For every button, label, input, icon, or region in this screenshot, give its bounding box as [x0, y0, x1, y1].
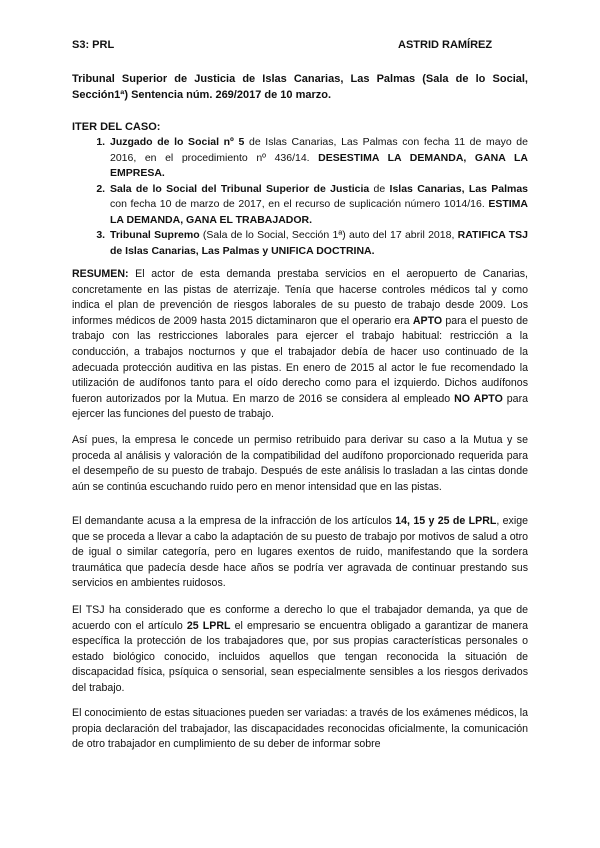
header-author: ASTRID RAMÍREZ [398, 39, 493, 51]
iter-item-2 [108, 182, 528, 229]
iter-item-2-ruling: ESTIMA LA DEMANDA, GANA EL TRABAJADOR. [110, 198, 528, 226]
iter-item-3-ruling: RATIFICA TSJ de Islas Canarias, Las Palmas y UNIFICA DOCTRINA. [110, 229, 528, 257]
paragraph-permiso: Así pues, la empresa le concede un permiso retribuido para derivar su caso a la Mutua y se proceda al análisis y valoración de la compatibilidad del audífono proporcionado requerida para el desempeño de su puesto de trabajo. Después de este análisis lo trasladan a las cintas donde aún se continúa escuchando ruido pero en menor intensidad que en las pistas. [72, 434, 528, 493]
resumen-paragraph [72, 267, 528, 423]
resumen-text-2: para el puesto de trabajo con las restricciones laborales para ejercer el trabajo habitual: restricción a la conducción, a trabajos nocturnos y que el trabajador debía de hacer uso continuado de la adecuada protección auditiva en las pistas. En enero de 2015 al actor le fue recomendado la utilización de audífonos tanto para el oído derecho como para el izquierdo. Dichos audífonos fueron autorizados por la Mutua. En marzo de 2016 se considera al empleado [72, 314, 529, 405]
resumen-label: RESUMEN: [72, 268, 129, 280]
para3-text-2: , exige que se proceda a llevar a cabo la adaptación de su puesto de trabajo por motivos de salud a otro de igual o similar categoría, pero en lugares exentos de ruido, manifestando que la sordera traumática que padecía desde hace años se podría ver agravada de continuar prestando sus servicios en ambientes ruidosos. [72, 515, 528, 590]
no-apto-status: NO APTO [454, 392, 503, 405]
iter-list [72, 135, 528, 259]
iter-item-3-text: (Sala de lo Social, Sección 1ª) auto del 17 abril 2018, [199, 229, 458, 241]
iter-item-3-court: Tribunal Supremo [110, 229, 200, 241]
resumen-text-3: para ejercer las funciones del puesto de trabajo. [72, 392, 528, 421]
para4-article: 25 LPRL [186, 619, 231, 632]
resumen-text-1: El actor de esta demanda prestaba servicios en el aeropuerto de Canarias, concretamente en las pistas de aterrizaje. Tenía que hacerse controles médicos tal y como indica el plan de prevención de riesgos laborales de su puesto de trabajo desde 2009. Los informes médicos de 2009 hasta 2015 dictaminaron que el operario era [72, 268, 528, 327]
iter-item-2-court: Sala de lo Social del Tribunal Superior de Justicia [110, 182, 370, 195]
iter-item-3 [108, 228, 528, 259]
para4-text-1: El TSJ ha considerado que es conforme a derecho lo que el trabajador demanda, ya que de acuerdo con el artículo [72, 604, 528, 632]
para4-text-2: el empresario se encuentra obligado a garantizar de manera específica la protección de los trabajadores que, por sus propias características personales o estado biológico conocido, incluidos aquellos que tengan reconocida la situación de discapacidad física, psíquica o sensorial, sean especialmente sensibles a los riesgos derivados del trabajo. [72, 619, 528, 694]
paragraph-demandante [72, 514, 528, 592]
iter-item-1 [108, 135, 528, 182]
iter-item-1-court: Juzgado de lo Social nº 5 [110, 136, 245, 148]
iter-item-2-location: Islas Canarias, Las Palmas [389, 182, 529, 195]
para3-articles: 14, 15 y 25 de LPRL [395, 515, 497, 527]
iter-item-2-text-a: de [369, 182, 390, 195]
header-subject: S3: PRL [72, 39, 115, 51]
iter-item-1-ruling: DESESTIMA LA DEMANDA, GANA LA EMPRESA. [110, 151, 528, 179]
iter-heading: ITER DEL CASO: [72, 121, 161, 133]
paragraph-tsj [72, 603, 528, 697]
iter-item-2-text-b: con fecha 10 de marzo de 2017, en el recurso de suplicación número 1014/16. [110, 198, 489, 210]
apto-status: APTO [412, 314, 443, 327]
para3-text-1: El demandante acusa a la empresa de la infracción de los artículos [72, 515, 396, 527]
paragraph-conocimiento: El conocimiento de estas situaciones pueden ser variadas: a través de los exámenes médicos, la propia declaración del trabajador, las discapacidades reconocidas oficialmente, la comunicación de otro trabajador en cumplimiento de su deber de informar sobre [72, 707, 528, 751]
document-title: Tribunal Superior de Justicia de Islas Canarias, Las Palmas (Sala de lo Social, Sección1ª) Sentencia núm. 269/2017 de 10 marzo. [72, 73, 528, 101]
iter-item-1-text: de Islas Canarias, Las Palmas con fecha 11 de mayo de 2016, en el procedimiento nº 436/14. [110, 136, 528, 164]
